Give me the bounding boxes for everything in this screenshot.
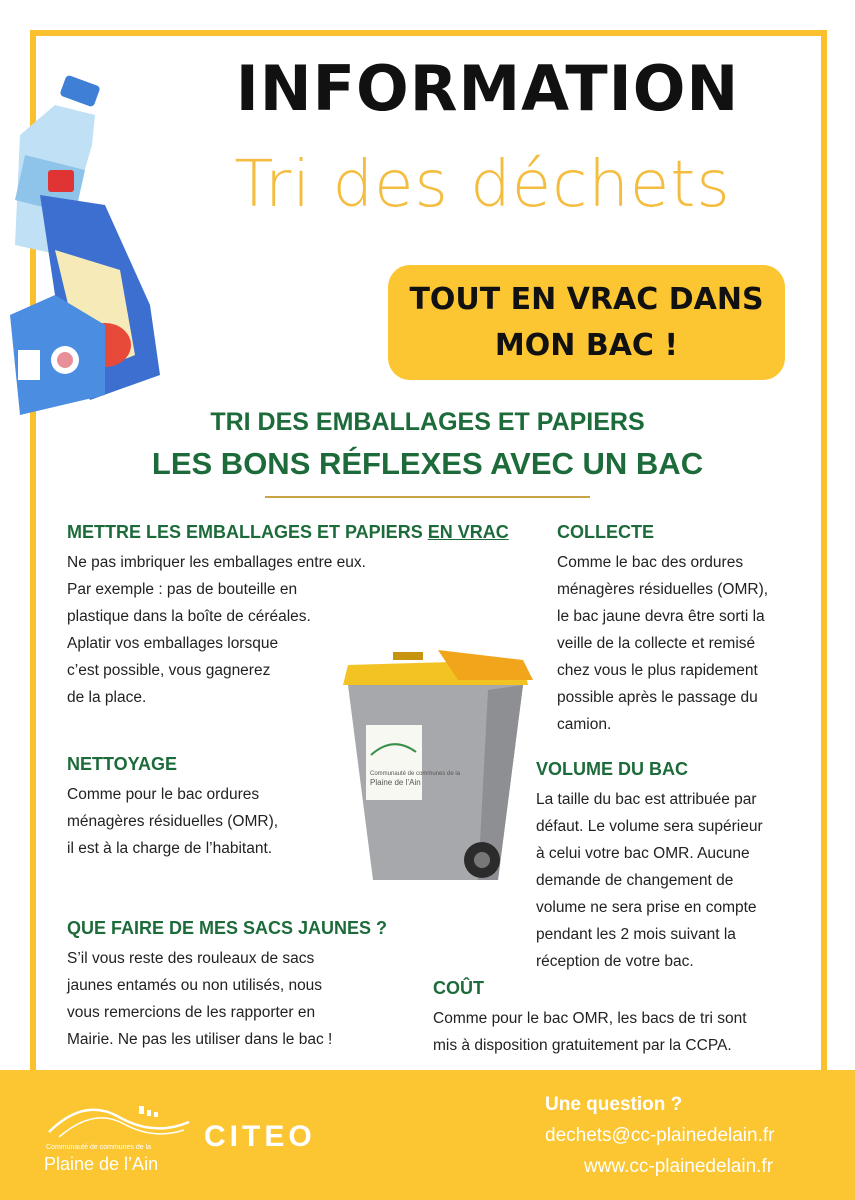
slogan-line-2: MON BAC !: [494, 327, 679, 363]
text-line: Comme pour le bac OMR, les bacs de tri sont: [433, 1010, 747, 1027]
info-block-cout: [433, 978, 747, 1059]
text-line: volume ne sera prise en compte: [536, 899, 757, 916]
text-line: défaut. Le volume sera supérieur: [536, 818, 763, 835]
section-heading: TRI DES EMBALLAGES ET PAPIERS: [210, 408, 645, 436]
footer: [0, 1070, 855, 1200]
block-text: [557, 549, 768, 738]
block-title: [67, 522, 509, 543]
block-text: [67, 945, 387, 1053]
logo-small-text: Communauté de communes de la: [46, 1144, 152, 1151]
page-title: INFORMATION: [235, 52, 740, 125]
logo-big-text: Plaine de l’Ain: [44, 1154, 159, 1174]
ccpa-logo-icon: [44, 1092, 194, 1182]
divider: [265, 496, 590, 498]
text-line: il est à la charge de l’habitant.: [67, 840, 273, 857]
text-line: camion.: [557, 716, 612, 733]
text-line: Par exemple : pas de bouteille en: [67, 581, 298, 598]
page-subtitle: Tri des déchets: [234, 148, 731, 222]
citeo-logo: CITEO: [204, 1120, 316, 1153]
bin-label-small: Communauté de communes de la: [370, 771, 461, 777]
text-line: réception de votre bac.: [536, 953, 694, 970]
block-title: VOLUME DU BAC: [536, 759, 688, 779]
block-title: COLLECTE: [557, 522, 654, 542]
text-line: c’est possible, vous gagnerez: [67, 662, 271, 679]
info-block-nettoyage: [67, 754, 278, 862]
block-title-text: METTRE LES EMBALLAGES ET PAPIERS: [67, 522, 428, 542]
section-subheading: LES BONS RÉFLEXES AVEC UN BAC: [151, 446, 704, 481]
text-line: le bac jaune devra être sorti la: [557, 608, 765, 625]
text-line: à celui votre bac OMR. Aucune: [536, 845, 750, 862]
ccpa-logo-mark: [44, 1092, 194, 1142]
text-line: Comme pour le bac ordures: [67, 786, 260, 803]
slogan-badge: [388, 265, 785, 380]
block-text: [433, 1005, 747, 1059]
block-title: COÛT: [433, 978, 484, 998]
text-line: Ne pas imbriquer les emballages entre eux.: [67, 554, 366, 571]
text-line: chez vous le plus rapidement: [557, 662, 758, 679]
text-line: ménagères résiduelles (OMR),: [557, 581, 769, 598]
text-line: Comme le bac des ordures: [557, 554, 744, 571]
website-link[interactable]: www.cc-plainedelain.fr: [584, 1156, 774, 1177]
info-block-sacs: [67, 918, 387, 1053]
text-line: S’il vous reste des rouleaux de sacs: [67, 950, 315, 967]
info-block-collecte: [557, 522, 768, 738]
text-line: possible après le passage du: [557, 689, 758, 706]
text-line: de la place.: [67, 689, 147, 706]
contact-email-link[interactable]: dechets@cc-plainedelain.fr: [545, 1125, 775, 1146]
block-title: QUE FAIRE DE MES SACS JAUNES ?: [67, 918, 388, 938]
contact-question: Une question ?: [545, 1094, 683, 1115]
slogan-line-1: TOUT EN VRAC DANS: [409, 281, 764, 317]
info-block-volume: [536, 759, 763, 975]
text-line: ménagères résiduelles (OMR),: [67, 813, 279, 830]
text-line: veille de la collecte et remisé: [557, 635, 756, 652]
text-line: La taille du bac est attribuée par: [536, 791, 757, 808]
text-line: Mairie. Ne pas les utiliser dans le bac !: [67, 1031, 333, 1048]
block-text: [67, 781, 278, 862]
text-line: demande de changement de: [536, 872, 734, 889]
text-line: plastique dans la boîte de céréales.: [67, 608, 311, 625]
wheelie-bin-icon: [338, 640, 533, 890]
text-line: mis à disposition gratuitement par la CCPA.: [433, 1037, 732, 1054]
text-line: Aplatir vos emballages lorsque: [67, 635, 279, 652]
text-line: vous remercions de les rapporter en: [67, 1004, 316, 1021]
block-title: NETTOYAGE: [67, 754, 178, 774]
block-text: [536, 786, 763, 975]
bin-label-big: Plaine de l’Ain: [370, 778, 421, 787]
text-line: pendant les 2 mois suivant la: [536, 926, 736, 943]
text-line: jaunes entamés ou non utilisés, nous: [67, 977, 323, 994]
block-title-underlined: EN VRAC: [427, 522, 509, 542]
packaging-illustration: [0, 75, 170, 420]
